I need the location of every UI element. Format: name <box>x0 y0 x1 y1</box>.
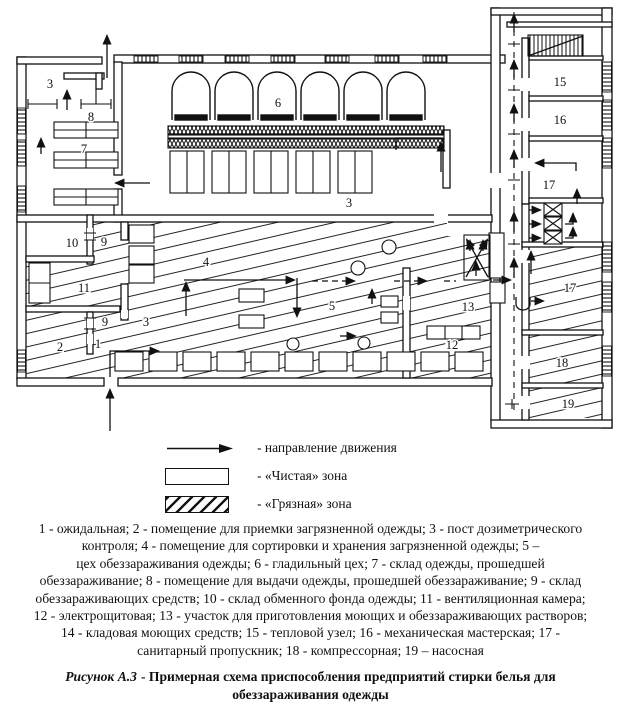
figure-caption <box>40 668 581 704</box>
room-label: 15 <box>553 75 567 89</box>
room-label: 19 <box>561 397 575 411</box>
caption-number: Рисунок А.3 <box>65 669 137 684</box>
room-label: 3 <box>142 315 150 329</box>
room-label: 3 <box>345 196 353 210</box>
room-label: 11 <box>77 281 91 295</box>
shower-cabins <box>544 203 562 244</box>
room-label: 1 <box>94 337 102 351</box>
room-label: 8 <box>87 110 95 124</box>
key-line: санитарный пропускник; 18 - компрессорная; 19 – насосная <box>137 642 484 658</box>
room-label: 16 <box>553 113 567 127</box>
key-line: обеззараживание; 8 - помещение для выдачи одежды, прошедшей обеззараживание; 9 - склад <box>39 573 582 589</box>
conveyor <box>168 126 444 148</box>
room-label: 17 <box>542 178 556 192</box>
room-key-text <box>15 520 606 659</box>
ironing-machines <box>172 72 425 120</box>
key-line: обеззараживающих средств; 10 - склад обменного фонда одежды; 11 - вентиляционная камера; <box>35 590 586 606</box>
room-label: 5 <box>328 299 336 313</box>
room-label: 9 <box>101 315 109 329</box>
key-line: контроля; 4 - помещение для сортировки и хранения загрязненной одежды; 5 – <box>81 538 540 554</box>
key-line: 14 - кладовая моющих средств; 15 - тепловой узел; 16 - механическая мастерская; 17 - <box>61 625 560 641</box>
legend-label: - направление движения <box>257 440 397 455</box>
machine-row <box>115 352 483 371</box>
legend-label: - «Грязная» зона <box>257 496 352 511</box>
clean-zone-swatch <box>165 468 229 485</box>
caption-text: - Примерная схема приспособления предприятий стирки белья для обеззараживания одежды <box>140 669 556 702</box>
room-label: 7 <box>80 142 88 156</box>
legend-item-direction <box>165 438 585 458</box>
dirty-zone-hatch <box>26 222 603 418</box>
key-line: 12 - электрощитовая; 13 - участок для приготовления моющих и обеззараживающих растворов; <box>33 608 588 624</box>
room-label: 9 <box>100 235 108 249</box>
stairs <box>528 35 583 56</box>
room-label: 6 <box>274 96 282 110</box>
legend <box>165 438 585 522</box>
room-label: 3 <box>46 77 54 91</box>
key-line: цех обеззараживания одежды; 6 - гладильный цех; 7 - склад одежды, прошедшей <box>76 555 545 571</box>
direction-arrow-icon <box>165 442 243 455</box>
room-label: 18 <box>555 356 569 370</box>
room-label: 4 <box>202 255 210 269</box>
room-label: 2 <box>56 340 64 354</box>
legend-item-dirty-zone <box>165 494 585 514</box>
legend-label: - «Чистая» зона <box>257 468 348 483</box>
legend-item-clean-zone <box>165 466 585 486</box>
hall-tables <box>170 151 372 193</box>
room-label: 13 <box>461 300 475 314</box>
room-label: 12 <box>445 338 459 352</box>
room-label: 17 <box>563 281 577 295</box>
room-label: 10 <box>65 236 79 250</box>
key-line: 1 - ожидальная; 2 - помещение для приемки загрязненной одежды; 3 - пост дозиметрического <box>38 521 583 536</box>
dirty-zone-swatch <box>165 496 229 513</box>
shelf-units <box>54 122 118 205</box>
